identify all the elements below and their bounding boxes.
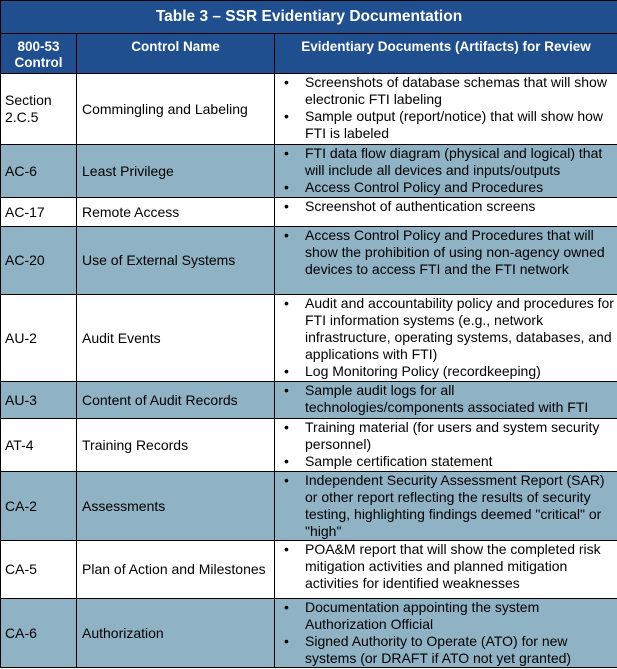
artifact-list	[279, 198, 617, 215]
artifact-list	[279, 541, 617, 592]
column-header-artifacts: Evidentiary Documents (Artifacts) for Review	[275, 34, 617, 74]
artifacts-cell	[275, 472, 617, 541]
column-header-control: 800-53 Control	[1, 34, 77, 74]
table-row	[1, 382, 617, 419]
table-title: Table 3 – SSR Evidentiary Documentation	[1, 1, 617, 34]
artifacts-cell	[275, 382, 617, 419]
control-id: AU-3	[1, 382, 77, 419]
artifact-list	[279, 74, 617, 142]
artifact-item: • POA&M report that will show the completed risk mitigation activities and planned mitigation activities for identified weaknesses	[279, 541, 617, 592]
control-name: Assessments	[77, 472, 275, 541]
artifact-item: • Independent Security Assessment Report (SAR) or other report reflecting the results of security testing, highlighting findings deemed "critical" or "high"	[279, 472, 617, 540]
table-row	[1, 419, 617, 472]
control-name: Authorization	[77, 599, 275, 668]
control-name: Plan of Action and Milestones	[77, 541, 275, 599]
artifact-item: • FTI data flow diagram (physical and logical) that will include all devices and inputs/outputs	[279, 145, 617, 179]
table-row	[1, 295, 617, 382]
artifacts-cell	[275, 198, 617, 227]
artifact-item: • Access Control Policy and Procedures	[279, 179, 617, 196]
control-id: CA-2	[1, 472, 77, 541]
table-row	[1, 198, 617, 227]
artifact-item: • Log Monitoring Policy (recordkeeping)	[279, 363, 617, 380]
artifacts-cell	[275, 74, 617, 145]
control-id: AT-4	[1, 419, 77, 472]
artifacts-cell	[275, 295, 617, 382]
control-id: CA-5	[1, 541, 77, 599]
control-id: AC-20	[1, 227, 77, 295]
artifact-item: • Access Control Policy and Procedures that will show the prohibition of using non-agency owned devices to access FTI and the FTI network	[279, 227, 617, 278]
control-name: Audit Events	[77, 295, 275, 382]
artifact-item: • Audit and accountability policy and procedures for FTI information systems (e.g., network infrastructure, operating systems, databases, and applications with FTI)	[279, 295, 617, 363]
control-name: Content of Audit Records	[77, 382, 275, 419]
artifacts-cell	[275, 599, 617, 668]
control-name: Training Records	[77, 419, 275, 472]
artifact-item: • Documentation appointing the system Authorization Official	[279, 599, 617, 633]
artifacts-cell	[275, 227, 617, 295]
artifact-item: • Sample output (report/notice) that will show how FTI is labeled	[279, 108, 617, 142]
artifact-item: • Signed Authority to Operate (ATO) for new systems (or DRAFT if ATO not yet granted)	[279, 633, 617, 667]
artifact-list	[279, 227, 617, 278]
table-row	[1, 145, 617, 198]
table-row	[1, 227, 617, 295]
artifact-item: • Sample audit logs for all technologies/components associated with FTI	[279, 382, 617, 416]
artifact-item: • Screenshots of database schemas that will show electronic FTI labeling	[279, 74, 617, 108]
artifacts-cell	[275, 419, 617, 472]
table-row	[1, 599, 617, 668]
table-header-row	[1, 34, 617, 74]
table-row	[1, 74, 617, 145]
table-title-row	[1, 1, 617, 34]
control-id: AC-17	[1, 198, 77, 227]
control-name: Remote Access	[77, 198, 275, 227]
artifact-list	[279, 419, 617, 470]
artifact-item: • Sample certification statement	[279, 453, 617, 470]
artifact-item: • Training material (for users and system security personnel)	[279, 419, 617, 453]
artifact-list	[279, 145, 617, 196]
table-row	[1, 472, 617, 541]
artifact-list	[279, 472, 617, 540]
control-id: Section 2.C.5	[1, 74, 77, 145]
table-body	[1, 74, 617, 668]
control-id: CA-6	[1, 599, 77, 668]
artifacts-cell	[275, 145, 617, 198]
artifact-list	[279, 295, 617, 380]
artifact-list	[279, 382, 617, 416]
control-name: Use of External Systems	[77, 227, 275, 295]
table-row	[1, 541, 617, 599]
artifact-list	[279, 599, 617, 667]
control-name: Least Privilege	[77, 145, 275, 198]
column-header-control-name: Control Name	[77, 34, 275, 74]
artifact-item: • Screenshot of authentication screens	[279, 198, 617, 215]
control-id: AU-2	[1, 295, 77, 382]
control-name: Commingling and Labeling	[77, 74, 275, 145]
control-id: AC-6	[1, 145, 77, 198]
artifacts-cell	[275, 541, 617, 599]
